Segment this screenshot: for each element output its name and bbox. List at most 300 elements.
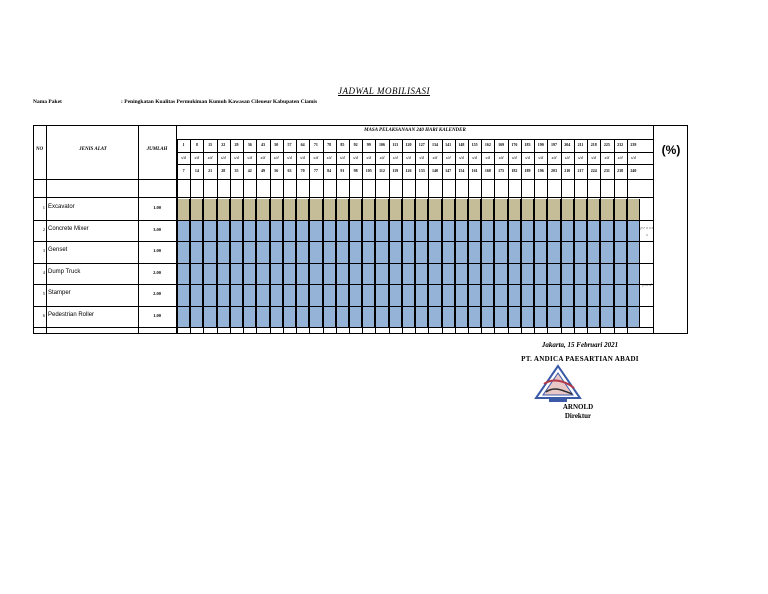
schedule-bar-cell	[627, 285, 640, 306]
schedule-bar-cell	[481, 285, 494, 306]
schedule-bar-cell	[230, 264, 243, 285]
schedule-bar-cell	[508, 221, 521, 242]
week-start-label: 176	[511, 142, 518, 147]
schedule-bar-cell	[481, 264, 494, 285]
schedule-bar-cell	[574, 221, 587, 242]
week-separator-label: s/d	[181, 155, 186, 160]
week-end-label: 14	[194, 168, 199, 173]
schedule-bar-cell	[481, 199, 494, 220]
week-divider	[481, 140, 482, 333]
schedule-bar-cell	[534, 221, 547, 242]
row-quantity: 3.00	[153, 226, 161, 232]
week-start-label: 50	[274, 142, 279, 147]
schedule-bar-cell	[468, 285, 481, 306]
schedule-bar-cell	[428, 242, 441, 263]
week-separator-label: s/d	[445, 155, 451, 160]
schedule-bar-cell	[375, 285, 388, 306]
week-separator-label: s/d	[260, 155, 266, 160]
week-separator-label: s/d	[578, 155, 583, 160]
schedule-bar-cell	[177, 221, 190, 242]
week-end-label: 140	[431, 168, 438, 173]
week-start-label: 113	[392, 142, 399, 147]
week-end-label: 49	[260, 168, 265, 173]
week-start-label: 225	[603, 142, 610, 147]
week-start-label: 197	[551, 142, 557, 147]
week-divider	[587, 140, 588, 333]
schedule-bar-cell	[349, 199, 362, 220]
schedule-bar-cell	[494, 242, 507, 263]
schedule-bar-cell	[256, 264, 269, 285]
divider-no	[46, 126, 47, 333]
schedule-bar-cell	[508, 285, 521, 306]
row-line-bottom	[34, 327, 654, 328]
schedule-bar-cell	[402, 221, 415, 242]
schedule-bar-cell	[362, 242, 375, 263]
schedule-bar-cell	[428, 221, 441, 242]
schedule-bar-cell	[402, 285, 415, 306]
week-start-label: 183	[524, 142, 531, 147]
week-separator-label: s/d	[591, 155, 597, 160]
col-jenis-header: JENIS ALAT	[79, 147, 107, 152]
schedule-bar-cell	[190, 307, 203, 328]
schedule-bar-cell	[296, 242, 309, 263]
schedule-bar-cell	[521, 199, 534, 220]
schedule-bar-cell	[587, 285, 600, 306]
row-line	[34, 284, 654, 285]
schedule-bar-cell	[534, 285, 547, 306]
week-divider	[177, 140, 178, 333]
week-start-label: 92	[353, 142, 358, 147]
schedule-bar-cell	[468, 242, 481, 263]
schedule-bar-cell	[349, 285, 362, 306]
week-divider	[428, 140, 429, 333]
schedule-bar-cell	[323, 221, 336, 242]
row-equipment-name: Concrete Mixer	[48, 225, 89, 232]
week-start-label: 204	[564, 142, 571, 147]
week-start-label: 29	[234, 142, 239, 147]
row-number: 1	[42, 205, 45, 210]
col-no-header: NO	[35, 147, 44, 152]
week-separator-label: s/d	[564, 155, 570, 160]
schedule-bar-cell	[561, 221, 574, 242]
schedule-bar-cell	[627, 199, 640, 220]
schedule-bar-cell	[349, 307, 362, 328]
week-start-label: 57	[287, 142, 292, 147]
week-start-label: 162	[484, 142, 491, 147]
week-separator-label: s/d	[273, 155, 279, 160]
schedule-bar-cell	[190, 285, 203, 306]
document-title: JADWAL MOBILISASI	[338, 86, 430, 96]
row-number: 2	[42, 226, 45, 232]
week-end-label: 42	[247, 168, 252, 173]
week-start-label: 120	[405, 142, 412, 147]
week-divider	[561, 140, 562, 333]
schedule-bar-cell	[270, 307, 283, 328]
signature-company: PT. ANDICA PAESARTIAN ABADI	[521, 355, 639, 363]
week-divider	[323, 140, 324, 333]
schedule-bar-cell	[600, 264, 613, 285]
week-separator-label: s/d	[459, 155, 464, 160]
week-divider	[296, 140, 297, 333]
schedule-bar-cell	[547, 307, 560, 328]
week-end-label: 217	[577, 168, 584, 173]
schedule-bar-cell	[389, 285, 402, 306]
schedule-bar-cell	[508, 199, 521, 220]
paket-value: : Peningkatan Kualitas Permukiman Kumuh Kawasan Cileueur Kabupaten Ciamis	[121, 99, 318, 105]
schedule-bar-cell	[375, 264, 388, 285]
row-line	[34, 263, 654, 264]
schedule-bar-cell	[455, 285, 468, 306]
schedule-bar-cell	[323, 285, 336, 306]
schedule-bar-cell	[309, 221, 322, 242]
schedule-bar-cell	[230, 285, 243, 306]
week-divider	[203, 140, 204, 333]
schedule-bar-cell	[574, 264, 587, 285]
week-divider	[309, 140, 310, 333]
signature-place-date: Jakarta, 15 Februari 2021	[541, 341, 619, 349]
schedule-bar-cell	[587, 307, 600, 328]
week-start-label: 64	[300, 142, 305, 147]
schedule-bar-cell	[534, 307, 547, 328]
week-end-label: 21	[208, 168, 213, 173]
week-separator-label: s/d	[313, 155, 319, 160]
schedule-bar-cell	[587, 242, 600, 263]
week-separator-label: s/d	[392, 155, 398, 160]
schedule-bar-cell	[442, 307, 455, 328]
row-quantity: 2.00	[153, 269, 161, 275]
week-end-label: 238	[617, 168, 624, 173]
schedule-bar-cell	[481, 242, 494, 263]
schedule-bar-cell	[600, 307, 613, 328]
week-start-label: 36	[247, 142, 252, 147]
schedule-bar-cell	[296, 199, 309, 220]
week-end-label: 196	[537, 168, 544, 173]
week-divider	[415, 140, 416, 333]
schedule-bar-cell	[243, 199, 256, 220]
schedule-bar-cell	[442, 285, 455, 306]
schedule-bar-cell	[521, 285, 534, 306]
schedule-bar-cell	[203, 242, 216, 263]
document-title-wrap	[0, 81, 768, 99]
schedule-bar-cell	[375, 242, 388, 263]
schedule-bar-cell	[415, 264, 428, 285]
schedule-bar-cell	[309, 199, 322, 220]
row-equipment-name: Pedestrian Roller	[48, 311, 95, 318]
schedule-bar-cell	[283, 199, 296, 220]
schedule-bar-cell	[455, 307, 468, 328]
masa-header: MASA PELAKSANAAN 240 HARI KALENDER	[364, 128, 466, 133]
schedule-bar-cell	[574, 307, 587, 328]
week-start-label: 85	[340, 142, 345, 147]
schedule-bar-cell	[442, 242, 455, 263]
schedule-bar-cell	[217, 285, 230, 306]
schedule-bar-cell	[600, 221, 613, 242]
schedule-bar-cell	[521, 242, 534, 263]
paket-label: Nama Paket	[33, 99, 62, 105]
schedule-bar-cell	[415, 199, 428, 220]
schedule-bar-cell	[521, 221, 534, 242]
week-separator-label: s/d	[419, 155, 425, 160]
week-end-label: 98	[353, 168, 358, 173]
row-equipment-name: Dump Truck	[48, 268, 81, 275]
week-divider	[256, 140, 257, 333]
schedule-bar-cell	[481, 221, 494, 242]
schedule-bar-cell	[614, 264, 627, 285]
week-separator-label: s/d	[498, 155, 504, 160]
week-end-label: 119	[392, 168, 399, 173]
week-end-label: 175	[498, 168, 505, 173]
schedule-bar-cell	[256, 199, 269, 220]
week-divider	[375, 140, 376, 333]
schedule-bar-cell	[574, 242, 587, 263]
week-end-label: 28	[221, 168, 226, 173]
schedule-bar-cell	[534, 199, 547, 220]
schedule-bar-cell	[389, 307, 402, 328]
week-start-label: 211	[577, 142, 584, 147]
schedule-bar-cell	[494, 264, 507, 285]
week-end-label: 231	[603, 168, 610, 173]
schedule-bar-cell	[428, 285, 441, 306]
schedule-bar-cell	[190, 264, 203, 285]
schedule-bar-cell	[190, 242, 203, 263]
row-number: 3	[42, 248, 45, 253]
schedule-bar-cell	[217, 307, 230, 328]
week-separator-label: s/d	[432, 155, 438, 160]
week-start-label: 43	[260, 142, 265, 147]
schedule-bar-cell	[534, 264, 547, 285]
schedule-bar-cell	[627, 307, 640, 328]
schedule-bar-cell	[336, 285, 349, 306]
schedule-bar-cell	[323, 199, 336, 220]
week-separator-label: s/d	[538, 155, 544, 160]
week-separator-label: s/d	[511, 155, 517, 160]
row-equipment-name: Genset	[48, 247, 68, 253]
week-divider	[468, 140, 469, 333]
schedule-bar-cell	[561, 264, 574, 285]
week-separator-label: s/d	[366, 155, 372, 160]
row-equipment-name: Excavator	[48, 204, 75, 210]
week-end-label: 133	[418, 168, 425, 173]
week-divider	[614, 140, 615, 333]
week-divider	[389, 140, 390, 333]
schedule-bar-cell	[415, 285, 428, 306]
schedule-bar-cell	[415, 242, 428, 263]
schedule-bar-cell	[336, 307, 349, 328]
schedule-bar-cell	[270, 242, 283, 263]
schedule-bar-cell	[494, 221, 507, 242]
percent-header: (%)	[661, 143, 681, 157]
schedule-bar-cell	[547, 221, 560, 242]
week-separator-label: s/d	[631, 155, 636, 160]
row-line	[34, 241, 654, 242]
schedule-bar-cell	[296, 221, 309, 242]
schedule-bar-cell	[217, 242, 230, 263]
week-divider	[442, 140, 443, 333]
schedule-bar-cell	[587, 264, 600, 285]
week-divider	[521, 140, 522, 333]
schedule-bar-cell	[389, 199, 402, 220]
signature-position: Direktur	[564, 412, 592, 420]
schedule-bar-cell	[296, 285, 309, 306]
schedule-bar-cell	[455, 264, 468, 285]
week-start-label: 15	[208, 142, 213, 147]
schedule-bar-cell	[547, 242, 560, 263]
schedule-bar-cell	[561, 242, 574, 263]
week-end-label: 35	[234, 168, 239, 173]
week-divider	[349, 140, 350, 333]
divider-jenis	[138, 126, 139, 333]
schedule-bar-cell	[230, 242, 243, 263]
schedule-bar-cell	[614, 285, 627, 306]
week-end-label: 189	[524, 168, 531, 173]
week-divider	[230, 140, 231, 333]
schedule-bar-cell	[270, 285, 283, 306]
week-separator-label: s/d	[472, 155, 477, 160]
schedule-bar-cell	[375, 199, 388, 220]
week-end-label: 84	[327, 168, 332, 173]
schedule-bar-cell	[177, 199, 190, 220]
schedule-bar-cell	[309, 307, 322, 328]
week-start-label: 71	[313, 142, 318, 147]
schedule-bar-cell	[600, 242, 613, 263]
schedule-bar-cell	[389, 242, 402, 263]
week-start-label: 148	[458, 142, 465, 147]
schedule-bar-cell	[574, 199, 587, 220]
schedule-bar-cell	[402, 307, 415, 328]
week-divider	[494, 140, 495, 333]
schedule-bar-cell	[217, 221, 230, 242]
week-separator-label: s/d	[287, 155, 292, 160]
week-end-label: 210	[564, 168, 571, 173]
col-jumlah-header: JUMLAH	[146, 147, 168, 152]
week-separator-label: s/d	[194, 155, 200, 160]
schedule-bar-cell	[349, 221, 362, 242]
schedule-bar-cell	[177, 285, 190, 306]
schedule-bar-cell	[190, 221, 203, 242]
schedule-bar-cell	[402, 242, 415, 263]
schedule-bar-cell	[547, 285, 560, 306]
schedule-bar-cell	[389, 221, 402, 242]
week-divider	[270, 140, 271, 333]
schedule-bar-cell	[561, 307, 574, 328]
schedule-bar-cell	[270, 264, 283, 285]
schedule-bar-cell	[614, 242, 627, 263]
row-number: 4	[42, 269, 45, 275]
schedule-bar-cell	[243, 285, 256, 306]
schedule-bar-cell	[442, 199, 455, 220]
schedule-bar-cell	[627, 221, 640, 242]
schedule-bar-cell	[561, 285, 574, 306]
week-start-label: 155	[471, 142, 478, 147]
schedule-bar-cell	[349, 264, 362, 285]
schedule-bar-cell	[336, 264, 349, 285]
schedule-bar-cell	[561, 199, 574, 220]
schedule-bar-cell	[177, 307, 190, 328]
row-equipment-name: Stamper	[48, 290, 71, 296]
week-end-label: 112	[379, 168, 385, 173]
row-line	[34, 220, 654, 221]
schedule-bar-cell	[534, 242, 547, 263]
week-start-label: 127	[418, 142, 425, 147]
schedule-bar-cell	[203, 264, 216, 285]
schedule-bar-cell	[627, 242, 640, 263]
schedule-bar-cell	[336, 221, 349, 242]
week-start-label: 239	[630, 142, 637, 147]
schedule-bar-cell	[494, 199, 507, 220]
week-separator-label: s/d	[617, 155, 623, 160]
week-separator-label: s/d	[525, 155, 530, 160]
schedule-bar-cell	[468, 264, 481, 285]
schedule-bar-cell	[336, 199, 349, 220]
week-divider	[402, 140, 403, 333]
row-quantity: 1.00	[153, 205, 161, 210]
schedule-table	[33, 125, 688, 334]
schedule-bar-cell	[203, 307, 216, 328]
schedule-bar-cell	[508, 307, 521, 328]
schedule-bar-cell	[283, 264, 296, 285]
week-start-label: 78	[327, 142, 332, 147]
schedule-bar-cell	[243, 242, 256, 263]
schedule-bar-cell	[508, 264, 521, 285]
week-divider	[534, 140, 535, 333]
schedule-bar-cell	[323, 242, 336, 263]
schedule-bar-cell	[614, 221, 627, 242]
company-stamp	[532, 364, 584, 404]
week-end-label: 161	[471, 168, 478, 173]
week-end-label: 147	[445, 168, 452, 173]
schedule-bar-cell	[349, 242, 362, 263]
week-start-label: 190	[537, 142, 544, 147]
week-divider	[508, 140, 509, 333]
schedule-bar-cell	[468, 221, 481, 242]
schedule-bar-cell	[230, 307, 243, 328]
week-separator-label: s/d	[340, 155, 345, 160]
week-separator-label: s/d	[406, 155, 411, 160]
schedule-bar-cell	[243, 307, 256, 328]
week-end-label: 203	[551, 168, 557, 173]
week-end-label: 240	[630, 168, 637, 173]
week-separator-label: s/d	[300, 155, 305, 160]
schedule-bar-cell	[256, 307, 269, 328]
schedule-bar-cell	[177, 242, 190, 263]
schedule-bar-cell	[389, 264, 402, 285]
schedule-bar-cell	[203, 285, 216, 306]
week-separator-label: s/d	[485, 155, 491, 160]
schedule-bar-cell	[600, 285, 613, 306]
week-start-label: 218	[590, 142, 597, 147]
week-divider	[283, 140, 284, 333]
schedule-bar-cell	[627, 264, 640, 285]
week-start-label: 99	[366, 142, 371, 147]
schedule-bar-cell	[336, 242, 349, 263]
week-end-label: 126	[405, 168, 412, 173]
schedule-bar-cell	[256, 242, 269, 263]
schedule-bar-cell	[494, 285, 507, 306]
schedule-bar-cell	[309, 242, 322, 263]
schedule-bar-cell	[481, 307, 494, 328]
schedule-bar-cell	[375, 221, 388, 242]
schedule-bar-cell	[587, 221, 600, 242]
schedule-bar-cell	[243, 221, 256, 242]
week-end-label: 168	[484, 168, 491, 173]
week-divider	[455, 140, 456, 333]
row-quantity: 1.00	[153, 248, 161, 253]
week-end-label: 7	[182, 168, 185, 173]
week-end-label: 77	[313, 168, 318, 173]
schedule-bar-cell	[362, 221, 375, 242]
schedule-bar-cell	[230, 221, 243, 242]
week-start-label: 134	[431, 142, 438, 147]
